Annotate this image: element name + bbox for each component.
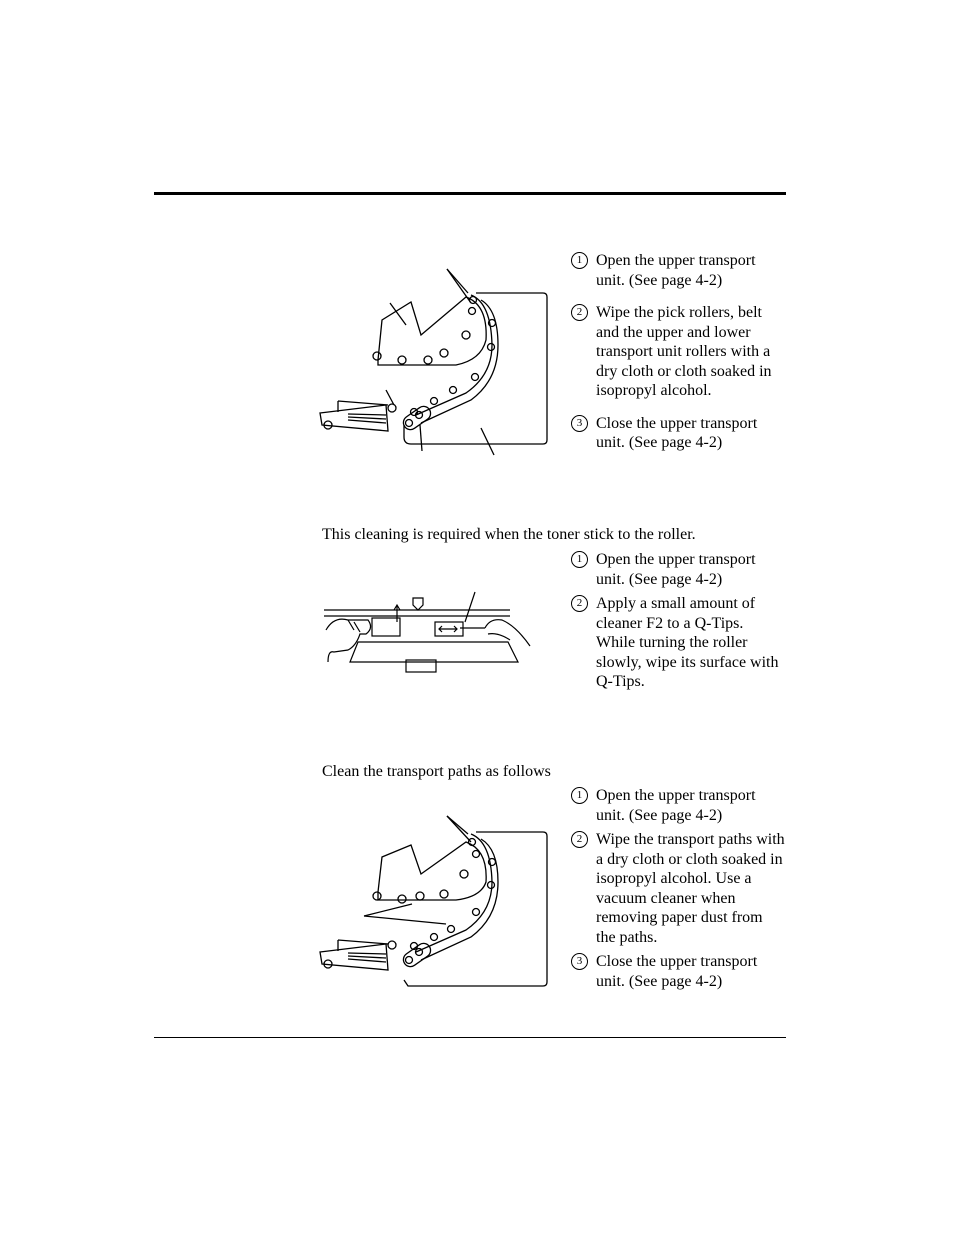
- step-number: 3: [571, 415, 588, 432]
- step-item: [571, 830, 786, 947]
- step-text: Open the upper transport unit. (See page 4-2): [596, 551, 756, 588]
- top-rule: [154, 192, 786, 195]
- step-item: [571, 414, 786, 453]
- section2-intro: This cleaning is required when the toner stick to the roller.: [322, 526, 696, 543]
- step-item: [571, 251, 786, 290]
- step-number: 2: [571, 304, 588, 321]
- section2-steps: [571, 550, 786, 692]
- step-number: 1: [571, 252, 588, 269]
- step-number: 1: [571, 551, 588, 568]
- step-number: 2: [571, 595, 588, 612]
- step-text: Open the upper transport unit. (See page 4-2): [596, 787, 756, 824]
- step-item: [571, 786, 786, 825]
- step-item: [571, 550, 786, 589]
- transport-path-figure: [316, 812, 552, 992]
- section3-steps: [571, 786, 786, 991]
- step-text: Open the upper transport unit. (See page 4-2): [596, 252, 756, 289]
- step-text: Close the upper transport unit. (See page 4-2): [596, 953, 758, 990]
- step-number: 2: [571, 831, 588, 848]
- roller-cleaning-figure: [320, 590, 536, 674]
- step-text: Apply a small amount of cleaner F2 to a Q-Tips. While turning the roller slowly, wipe its surface with Q-Tips.: [596, 595, 779, 690]
- section3-intro: Clean the transport paths as follows: [322, 763, 551, 780]
- step-text: Close the upper transport unit. (See page 4-2): [596, 414, 758, 451]
- step-item: [571, 303, 786, 401]
- step-text: Wipe the transport paths with a dry cloth or cloth soaked in isopropyl alcohol. Use a vacuum cleaner when removing paper dust from the paths.: [596, 831, 785, 946]
- step-text: Wipe the pick rollers, belt and the upper and lower transport unit rollers with a dry cloth or cloth soaked in isopropyl alcohol.: [596, 304, 772, 399]
- section1-steps: [571, 251, 786, 453]
- step-number: 3: [571, 953, 588, 970]
- transport-rollers-figure: [316, 265, 552, 461]
- step-number: 1: [571, 787, 588, 804]
- step-item: [571, 594, 786, 692]
- bottom-rule: [154, 1037, 786, 1038]
- step-item: [571, 952, 786, 991]
